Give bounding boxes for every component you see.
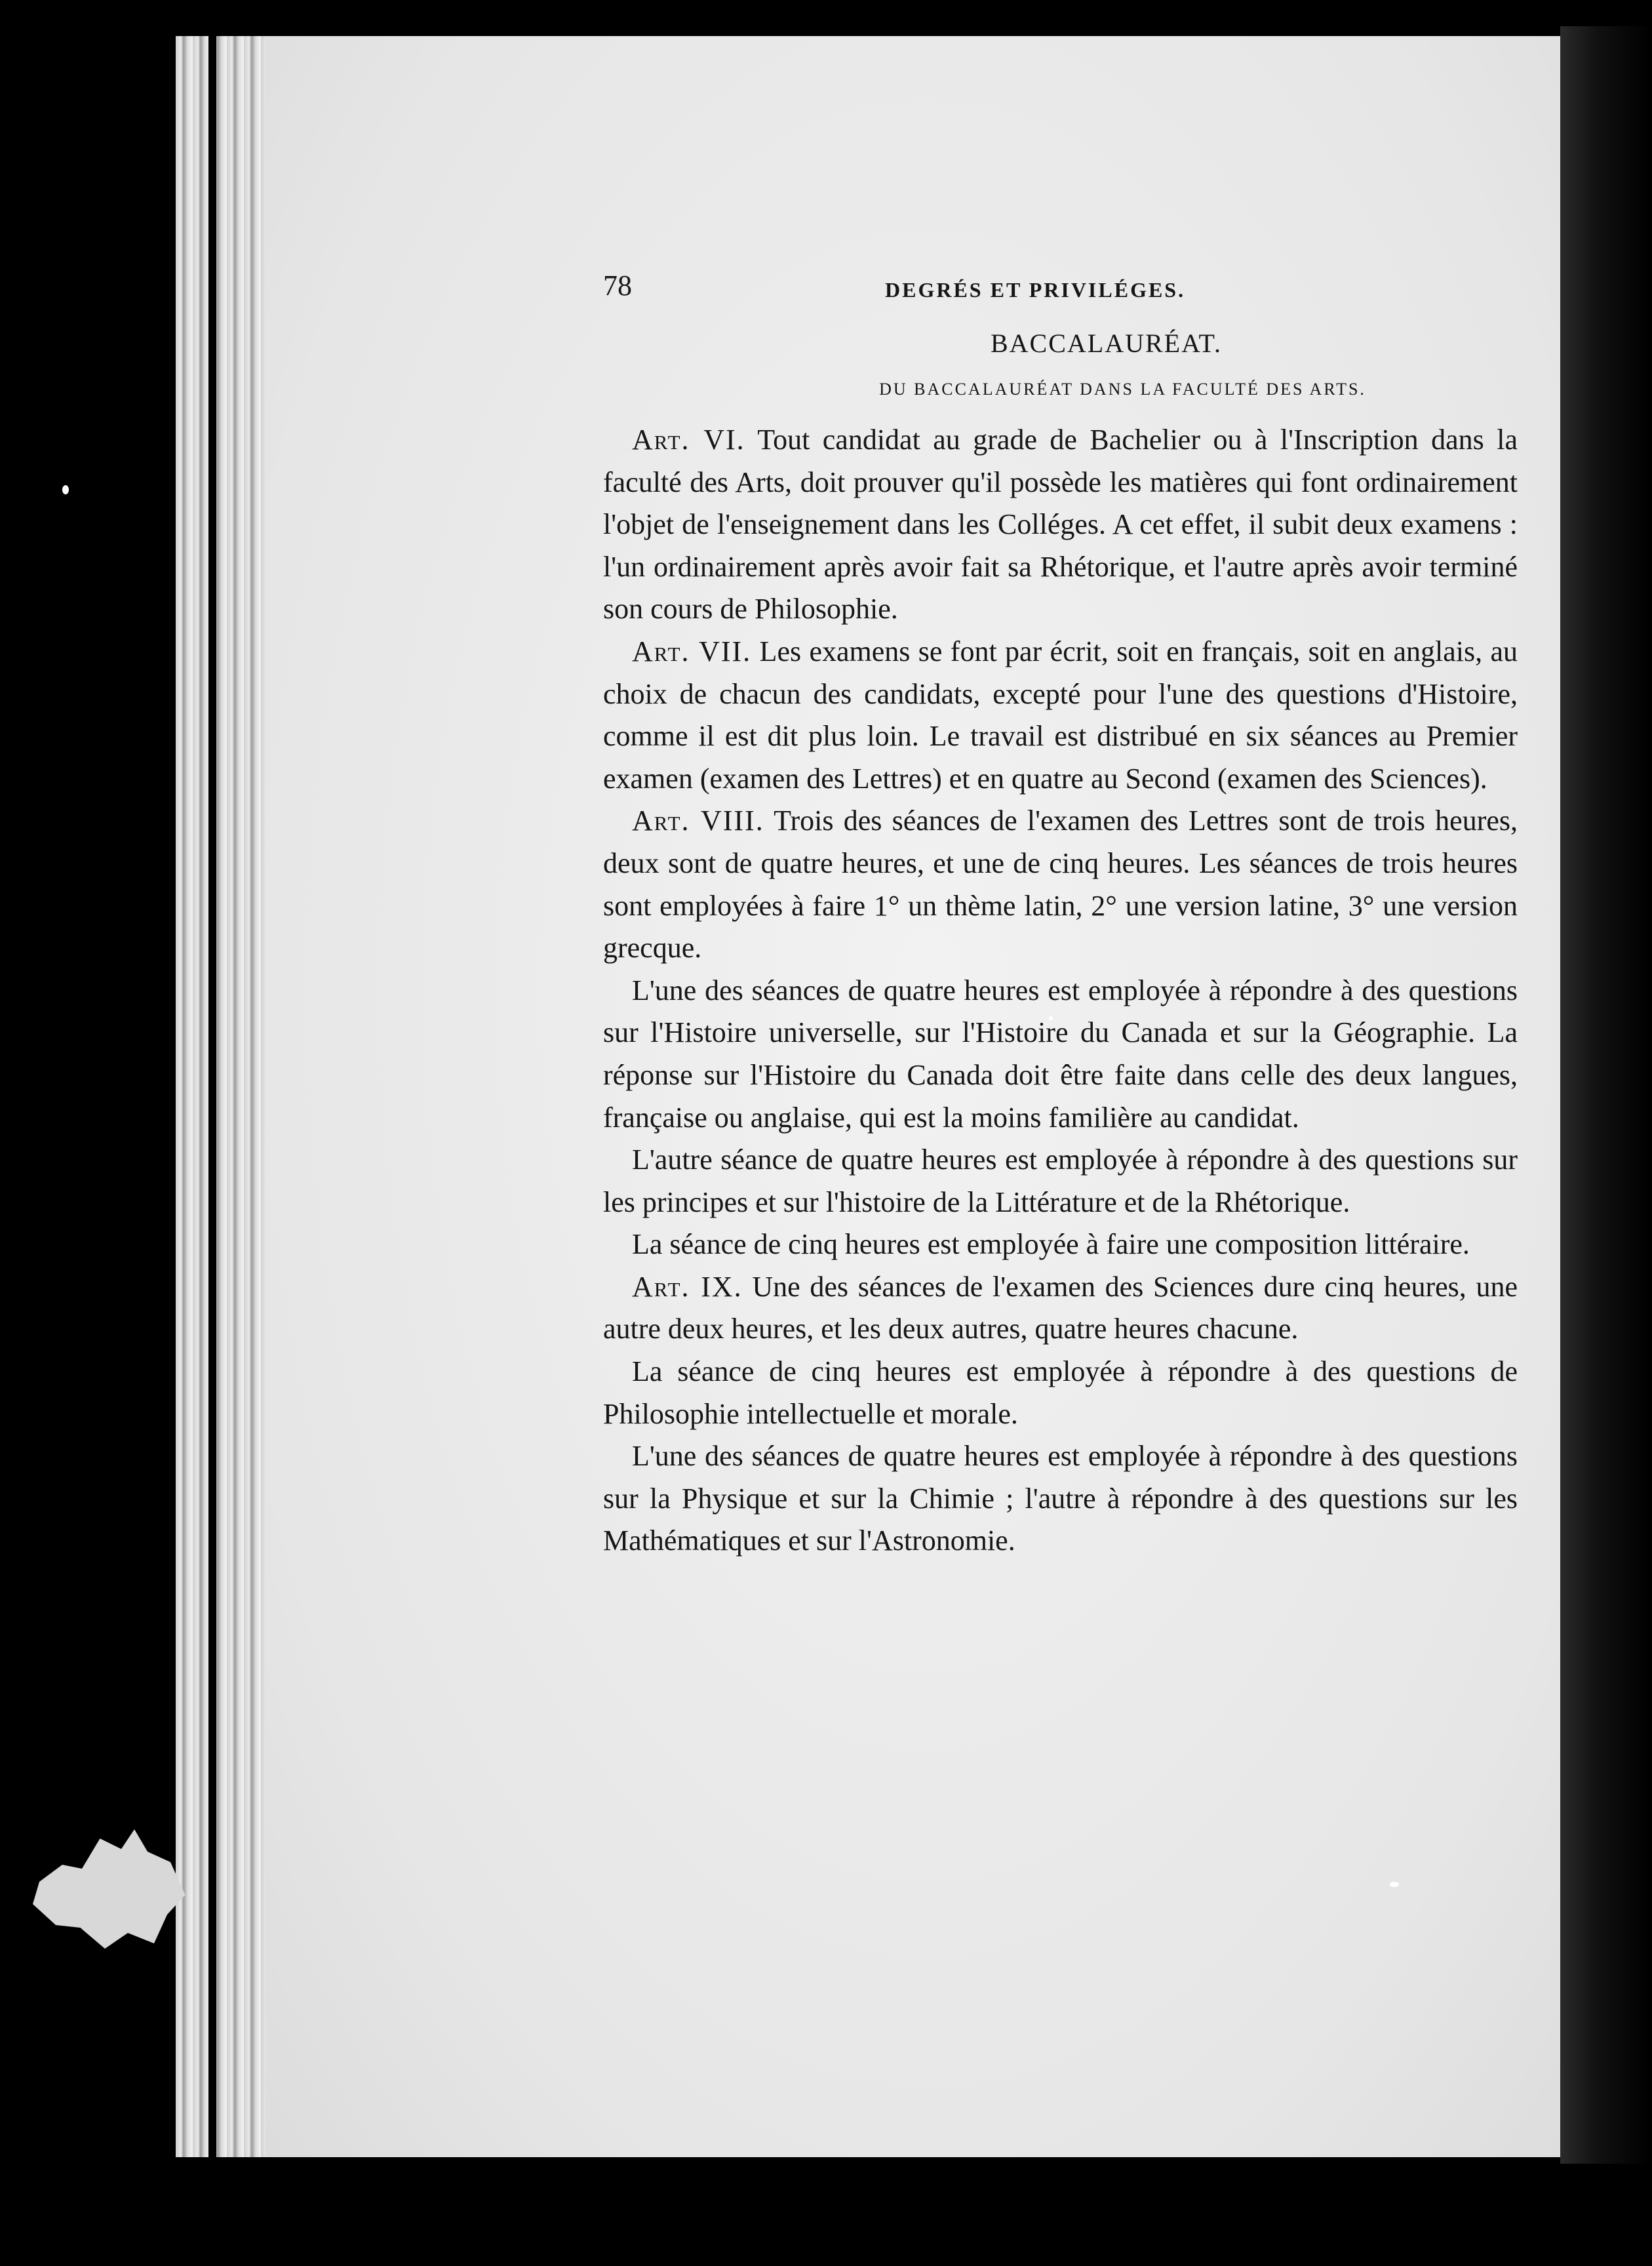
- article-paragraph: [603, 631, 1518, 800]
- paragraph-text: Les examens se font par écrit, soit en français, soit en anglais, au choix de chacun des candidats, excepté pour l'une des questions d'Histoire, comme il est dit plus loin. Le travail est distribué en six séances au Premier examen (examen des Lettres) et en quatre au Second (examen des Sciences).: [603, 635, 1518, 795]
- article-paragraph: [603, 800, 1518, 969]
- paragraph-text: L'autre séance de quatre heures est employée à répondre à des questions sur les principes et sur l'histoire de la Littérature et de la Rhétorique.: [603, 1143, 1518, 1218]
- dust-speck: [62, 485, 69, 494]
- article-label: Art. IX.: [632, 1270, 743, 1303]
- paragraph-text: La séance de cinq heures est employée à répondre à des questions de Philosophie intellectuelle et morale.: [603, 1355, 1518, 1430]
- page-edge-divider: [208, 36, 216, 2157]
- book-gutter-shadow: [1560, 26, 1652, 2164]
- paragraph-text: La séance de cinq heures est employée à faire une composition littéraire.: [632, 1228, 1470, 1261]
- article-paragraph: [603, 419, 1518, 631]
- paragraph: [603, 970, 1518, 1139]
- paragraph: [603, 1139, 1518, 1223]
- subsection-title: DU BACCALAURÉAT DANS LA FACULTÉ DES ARTS.: [879, 380, 1366, 399]
- paragraph-text: L'une des séances de quatre heures est employée à répondre à des questions sur l'Histoire universelle, sur l'Histoire du Canada et sur la Géographie. La réponse sur l'Histoire du Canada doit être faite dans celle des deux langues, française ou anglaise, qui est la moins familière au candidat.: [603, 974, 1518, 1134]
- paragraph: [603, 1223, 1518, 1266]
- paragraph: [603, 1351, 1518, 1435]
- article-label: Art. VII.: [632, 635, 752, 667]
- paragraph-text: Une des séances de l'examen des Sciences dure cinq heures, une autre deux heures, et les deux autres, quatre heures chacune.: [603, 1270, 1518, 1345]
- page-text-block: [603, 269, 1518, 1562]
- article-label: Art. VIII.: [632, 805, 764, 837]
- section-title: BACCALAURÉAT.: [990, 328, 1223, 358]
- running-header: [603, 269, 1518, 315]
- page-number: 78: [603, 269, 632, 302]
- article-label: Art. VI.: [632, 424, 745, 456]
- torn-paper-fragment: [26, 1823, 190, 1954]
- paragraph-text: Trois des séances de l'examen des Lettres sont de trois heures, deux sont de quatre heures, et une de cinq heures. Les séances de trois heures sont employées à faire 1° un thème latin, 2° une version latine, 3° une version grecque.: [603, 805, 1518, 964]
- running-title: DEGRÉS ET PRIVILÉGES.: [885, 278, 1186, 302]
- paragraph-text: L'une des séances de quatre heures est employée à répondre à des questions sur la Physique et sur la Chimie ; l'autre à répondre à des questions sur les Mathématiques et sur l'Astronomie.: [603, 1440, 1518, 1557]
- paragraph-text: Tout candidat au grade de Bachelier ou à l'Inscription dans la faculté des Arts, doit prouver qu'il possède les matières qui font ordinairement l'objet de l'enseignement dans les Colléges. A cet effet, il subit deux examens : l'un ordinairement après avoir fait sa Rhétorique, et l'autre après avoir terminé son cours de Philosophie.: [603, 424, 1518, 626]
- dust-speck: [1390, 1882, 1399, 1887]
- paragraph: [603, 1435, 1518, 1562]
- article-paragraph: [603, 1266, 1518, 1351]
